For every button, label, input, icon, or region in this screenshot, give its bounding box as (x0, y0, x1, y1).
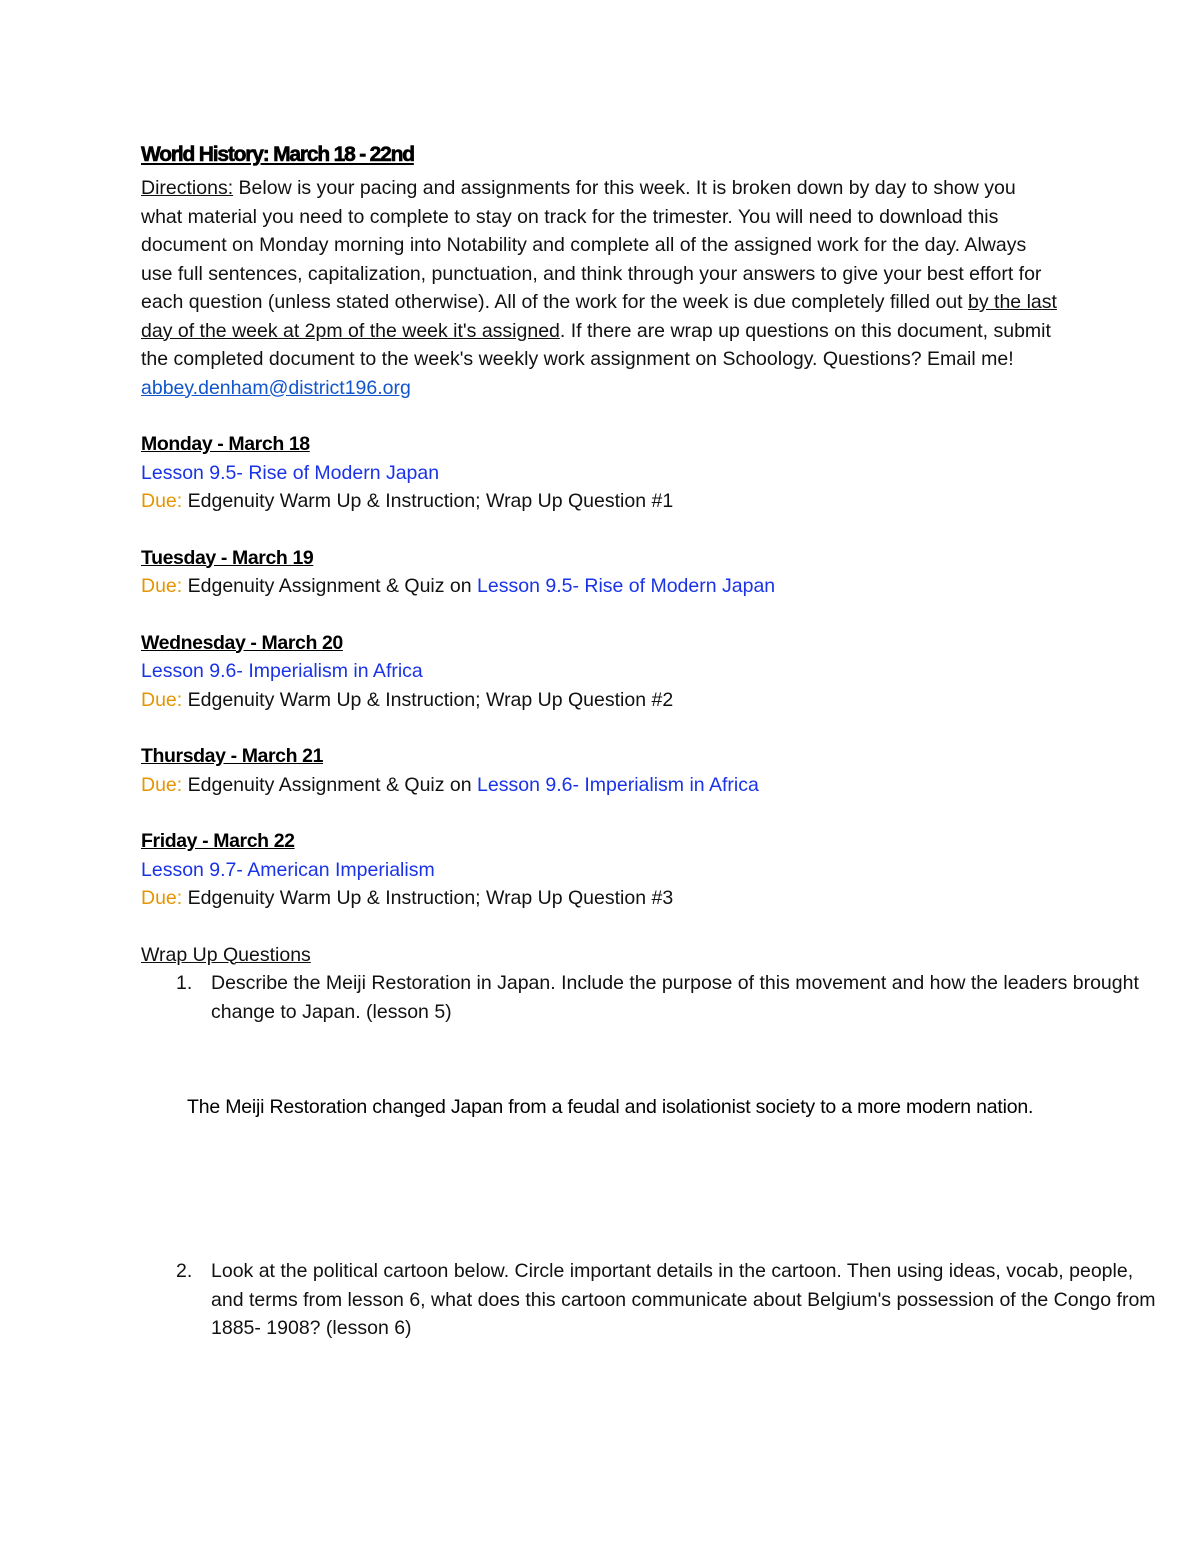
due-line (141, 771, 1061, 800)
due-label: Due: (141, 575, 183, 597)
deadline-text: by the last day of the week at 2pm of the week it's assigned (141, 291, 1057, 342)
answer-text[interactable]: The Meiji Restoration changed Japan from a feudal and isolationist society to a more modern nation. (187, 1096, 1034, 1118)
lesson-link[interactable]: Lesson 9.7- American Imperialism (141, 858, 435, 881)
day-tuesday (141, 544, 1061, 601)
due-label: Due: (141, 490, 183, 512)
day-heading: Monday - March 18 (141, 433, 310, 455)
page-title: World History: March 18 - 22nd (141, 143, 414, 166)
due-line (141, 884, 1061, 913)
due-label: Due: (141, 773, 183, 796)
due-text: Edgenuity Warm Up & Instruction; Wrap Up Question #3 (182, 887, 674, 909)
question-list (141, 1257, 1156, 1343)
due-label: Due: (141, 887, 183, 909)
due-text: Edgenuity Assignment & Quiz on (182, 575, 478, 597)
due-label: Due: (141, 688, 183, 711)
day-heading: Thursday - March 21 (141, 745, 324, 767)
lesson-link[interactable]: Lesson 9.6- Imperialism in Africa (141, 660, 423, 682)
document-body (141, 140, 1139, 1026)
due-line (141, 686, 1061, 715)
wrap-up-heading: Wrap Up Questions (141, 943, 311, 966)
email-link[interactable]: abbey.denham@district196.org (141, 376, 411, 399)
wrap-up-section (141, 941, 1139, 1027)
day-friday (141, 827, 1061, 913)
question-2 (141, 1257, 1156, 1343)
day-monday (141, 430, 1061, 516)
question-number: 2. (176, 1260, 193, 1282)
lesson-link[interactable]: Lesson 9.5- Rise of Modern Japan (477, 575, 776, 597)
day-thursday (141, 742, 1061, 799)
lesson-link[interactable]: Lesson 9.5- Rise of Modern Japan (141, 461, 440, 484)
directions-text-continued: . If there are wrap up questions on this document, submit the completed document to the week's weekly work assignment on Schoology. Questions? Email me! (141, 319, 1051, 370)
question-number: 1. (176, 972, 193, 994)
day-heading: Wednesday - March 20 (141, 631, 343, 654)
question-text: Describe the Meiji Restoration in Japan. Include the purpose of this movement and how the leaders brought change to Japan. (lesson 5) (211, 972, 1139, 1023)
directions-label: Directions: (141, 177, 234, 199)
directions-text: Below is your pacing and assignments for this week. It is broken down by day to show you what material you need to complete to stay on track for the trimester. You will need to download this document on Monday morning into Notability and complete all of the assigned work for the day. Always use full sentences, capitalization, punctuation, and think through your answers to give your best effort for each question (unless stated otherwise). All of the work for the week is due completely filled out (141, 177, 1042, 313)
due-text: Edgenuity Warm Up & Instruction; Wrap Up Question #2 (182, 688, 674, 711)
day-heading: Tuesday - March 19 (141, 546, 314, 569)
due-text: Edgenuity Assignment & Quiz on (182, 773, 478, 796)
day-wednesday (141, 629, 1061, 715)
due-line (141, 487, 1061, 516)
due-line (141, 572, 1061, 601)
question-text: Look at the political cartoon below. Circle important details in the cartoon. Then using ideas, vocab, people, and terms from lesson 6, what does this cartoon communicate about Belgium's possession of the Congo from 1885- 1908? (lesson 6) (211, 1260, 1156, 1339)
question-list (141, 969, 1139, 1026)
due-text: Edgenuity Warm Up & Instruction; Wrap Up Question #1 (182, 490, 674, 512)
lesson-link[interactable]: Lesson 9.6- Imperialism in Africa (477, 773, 759, 796)
day-heading: Friday - March 22 (141, 830, 295, 852)
directions-paragraph (141, 174, 1061, 402)
question-item (141, 969, 1156, 1026)
question-item (141, 1257, 1156, 1343)
